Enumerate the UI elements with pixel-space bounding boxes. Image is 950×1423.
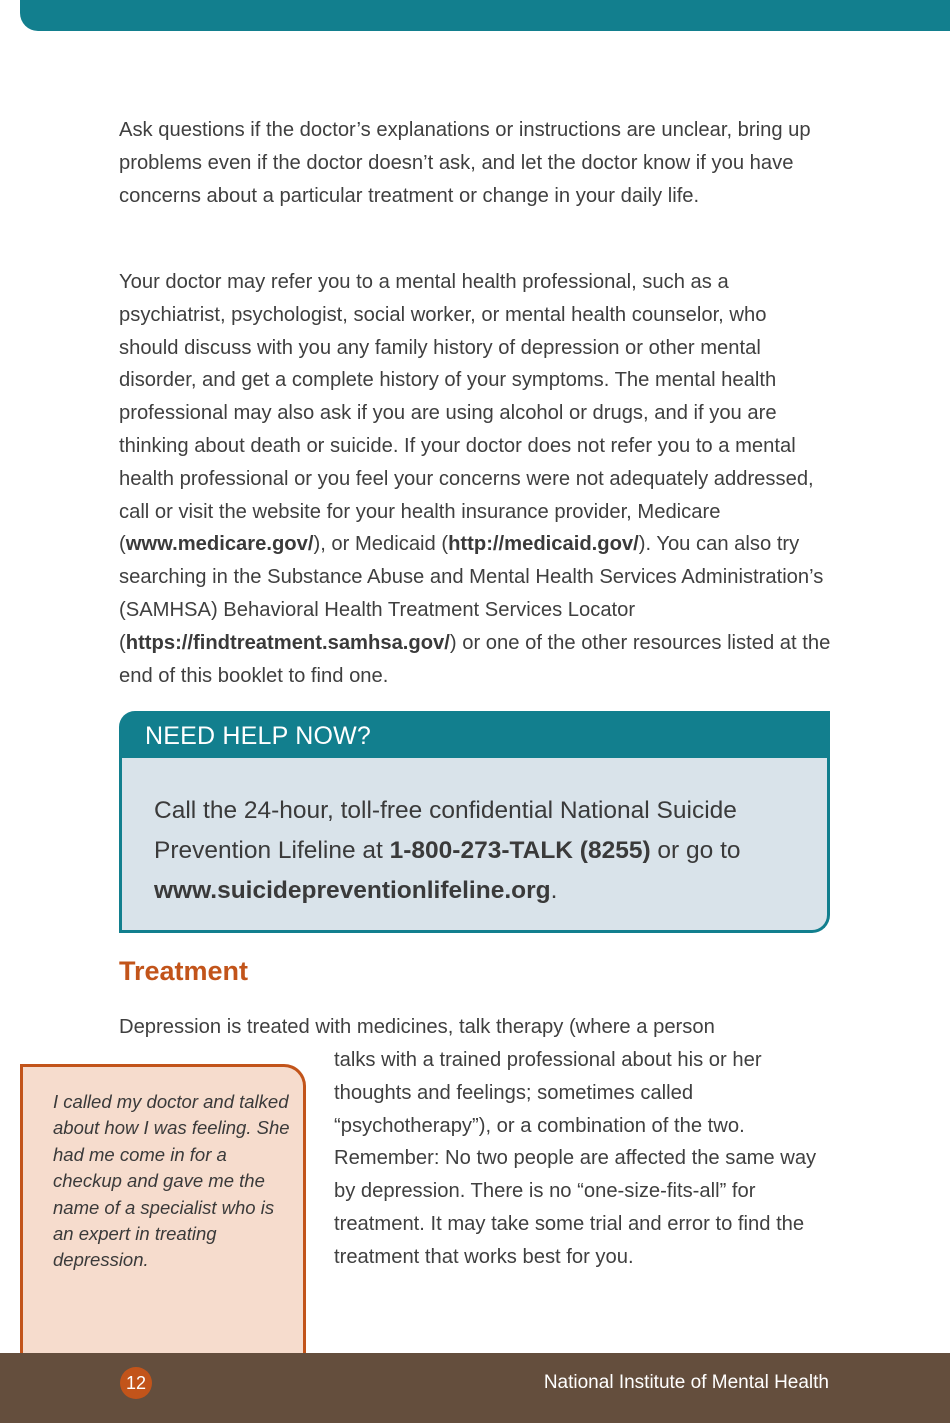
help-box-title: NEED HELP NOW? [145,722,372,750]
top-accent-bar [20,0,950,31]
treatment-paragraph-first-line: Depression is treated with medicines, talk therapy (where a person [119,1016,715,1038]
need-help-now-box [119,711,830,933]
help-box-text [154,791,814,911]
medicaid-link[interactable]: http://medicaid.gov/ [448,533,639,556]
footer-organization: National Institute of Mental Health [543,1372,829,1393]
help-text: or go to [650,837,741,864]
lifeline-website-link[interactable]: www.suicidepreventionlifeline.org [154,877,551,904]
paragraph-text: Your doctor may refer you to a mental health professional, such as a psychiatrist, psychologist, social worker, or mental health counselor, who should discuss with you any family history of depression or other mental disorder, and get a complete history of your symptoms. The mental health professional may also ask if you are using alcohol or drugs, and if you are thinking about death or suicide. If your doctor does not refer you to a mental health professional or you feel your concerns were not adequately addressed, call or visit the website for your health insurance provider, Medicare ( [119,271,814,556]
lifeline-phone-number[interactable]: 1-800-273-TALK (8255) [389,837,651,864]
page-number-badge: 12 [120,1367,152,1399]
treatment-heading: Treatment [119,956,249,986]
page-footer [0,1353,950,1423]
help-box-body [119,758,830,933]
intro-paragraph-1: Ask questions if the doctor’s explanations or instructions are unclear, bring up problems even if the doctor doesn’t ask, and let the doctor know if you have concerns about a particular treatment or change in your daily life. [119,119,811,207]
help-text: . [550,877,558,904]
help-text: Call the 24-hour, toll-free confidential National Suicide Prevention Lifeline at [154,797,737,864]
quote-sidebar [20,1064,306,1357]
paragraph-text: ) or one of the other resources listed at the end of this booklet to find one. [119,631,831,687]
treatment-paragraph-rest: talks with a trained professional about his or her thoughts and feelings; sometimes called “psychotherapy”), or a combination of the two. Remember: No two people are affected the same way by depression. There is no “one-size-fits-all” for treatment. It may take some trial and error to find the treatment that works best for you. [334,1049,817,1268]
paragraph-text: ), or Medicaid ( [313,533,449,556]
medicare-link[interactable]: www.medicare.gov/ [125,533,314,556]
help-box-header [119,711,830,761]
samhsa-link[interactable]: https://findtreatment.samhsa.gov/ [125,631,450,654]
paragraph-text: ). You can also try searching in the Substance Abuse and Mental Health Services Administration’s (SAMHSA) Behavioral Health Treatment Services Locator ( [119,533,824,654]
intro-paragraph-2 [119,266,831,692]
quote-text: I called my doctor and talked about how I was feeling. She had me come in for a checkup and gave me the name of a specialist who is an expert in treating depression. [53,1091,290,1271]
